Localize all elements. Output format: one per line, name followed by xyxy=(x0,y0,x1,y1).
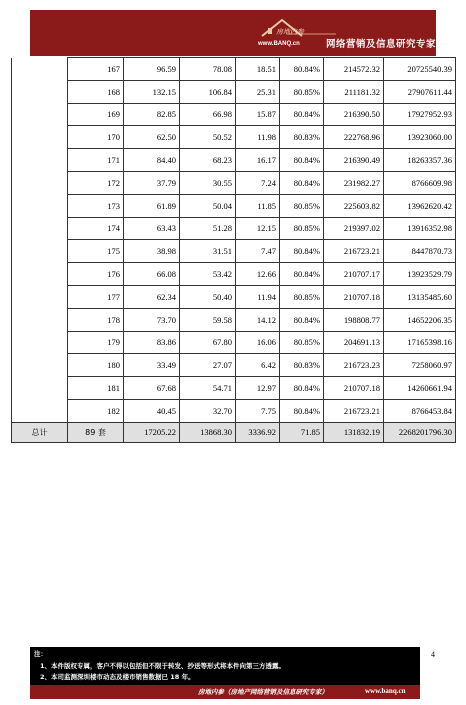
table-cell: 198808.77 xyxy=(324,308,384,331)
table-cell: 13962620.42 xyxy=(384,194,456,217)
total-cell: 13868.30 xyxy=(180,422,236,442)
table-cell: 66.08 xyxy=(124,263,180,286)
table-cell: 7258060.97 xyxy=(384,354,456,377)
table-row xyxy=(12,58,456,81)
table-cell: 80.85% xyxy=(280,217,324,240)
table-cell: 176 xyxy=(68,263,124,286)
table-cell: 53.42 xyxy=(180,263,236,286)
table-cell: 106.84 xyxy=(180,80,236,103)
table-cell: 25.31 xyxy=(236,80,280,103)
table-cell: 216723.21 xyxy=(324,240,384,263)
table-cell: 14.12 xyxy=(236,308,280,331)
table-cell: 16.17 xyxy=(236,149,280,172)
table-cell: 33.49 xyxy=(124,354,180,377)
table-cell: 174 xyxy=(68,217,124,240)
table-row xyxy=(12,377,456,400)
header-title: 网络营销及信息研究专家 xyxy=(326,39,437,50)
table-cell: 169 xyxy=(68,103,124,126)
table-cell: 80.84% xyxy=(280,58,324,81)
total-cell: 2268201796.30 xyxy=(384,422,456,442)
table-cell: 78.08 xyxy=(180,58,236,81)
table-cell: 8766609.98 xyxy=(384,171,456,194)
table-cell: 80.85% xyxy=(280,194,324,217)
table-cell: 216390.49 xyxy=(324,149,384,172)
table-cell: 168 xyxy=(68,80,124,103)
notes-line-1: 1、本件版权专属，客户不得以包括但不限于转发、抄送等形式将本件向第三方透露。 xyxy=(40,661,286,670)
table-cell: 11.98 xyxy=(236,126,280,149)
table-cell: 14260661.94 xyxy=(384,377,456,400)
table-cell: 32.70 xyxy=(180,399,236,422)
table-cell: 38.98 xyxy=(124,240,180,263)
table-row xyxy=(12,217,456,240)
table-cell: 83.86 xyxy=(124,331,180,354)
table-cell: 80.83% xyxy=(280,126,324,149)
table-cell: 80.84% xyxy=(280,308,324,331)
footer-band xyxy=(30,685,420,699)
table-cell: 20725540.39 xyxy=(384,58,456,81)
table-cell: 80.85% xyxy=(280,80,324,103)
table-cell: 80.84% xyxy=(280,240,324,263)
table-cell: 62.34 xyxy=(124,285,180,308)
table-row xyxy=(12,354,456,377)
total-cell: 71.85 xyxy=(280,422,324,442)
table-cell: 175 xyxy=(68,240,124,263)
table-cell: 214572.32 xyxy=(324,58,384,81)
table-cell: 37.79 xyxy=(124,171,180,194)
notes-line-2: 2、本司监测深圳楼市动态及楼市销售数据已 18 年。 xyxy=(40,673,195,681)
table-cell: 27907611.44 xyxy=(384,80,456,103)
table-cell: 179 xyxy=(68,331,124,354)
table-cell: 13135485.60 xyxy=(384,285,456,308)
table-cell: 182 xyxy=(68,399,124,422)
table-cell: 211181.32 xyxy=(324,80,384,103)
table-cell: 210707.18 xyxy=(324,377,384,400)
table-cell: 80.83% xyxy=(280,354,324,377)
table-cell: 82.85 xyxy=(124,103,180,126)
table-cell: 170 xyxy=(68,126,124,149)
table-cell: 167 xyxy=(68,58,124,81)
table-cell: 11.85 xyxy=(236,194,280,217)
table-cell: 18.51 xyxy=(236,58,280,81)
table-cell: 73.70 xyxy=(124,308,180,331)
table-row xyxy=(12,103,456,126)
table-cell: 216723.23 xyxy=(324,354,384,377)
table-cell: 181 xyxy=(68,377,124,400)
table-row xyxy=(12,240,456,263)
table-cell: 30.55 xyxy=(180,171,236,194)
table-row xyxy=(12,285,456,308)
logo-url: www.BANQ.cn xyxy=(258,41,300,47)
table-cell: 171 xyxy=(68,149,124,172)
table-cell: 11.94 xyxy=(236,285,280,308)
table-cell: 13923529.79 xyxy=(384,263,456,286)
table-cell: 62.50 xyxy=(124,126,180,149)
table-cell: 180 xyxy=(68,354,124,377)
table-row xyxy=(12,149,456,172)
table-cell: 80.85% xyxy=(280,285,324,308)
total-cell: 89 套 xyxy=(68,422,124,442)
table-cell: 132.15 xyxy=(124,80,180,103)
table-cell: 63.43 xyxy=(124,217,180,240)
table-cell: 216723.21 xyxy=(324,399,384,422)
table-cell: 177 xyxy=(68,285,124,308)
table-cell: 27.07 xyxy=(180,354,236,377)
table-row xyxy=(12,194,456,217)
table-cell: 12.97 xyxy=(236,377,280,400)
table-cell: 80.84% xyxy=(280,149,324,172)
table-cell: 67.80 xyxy=(180,331,236,354)
table-cell: 54.71 xyxy=(180,377,236,400)
table-cell: 14652206.35 xyxy=(384,308,456,331)
footer-url: www.banq.cn xyxy=(365,687,406,695)
table-row xyxy=(12,308,456,331)
table-row xyxy=(12,171,456,194)
logo-text: 房地内参 xyxy=(276,28,304,36)
table-cell: 80.84% xyxy=(280,399,324,422)
table-cell: 96.59 xyxy=(124,58,180,81)
table-cell: 50.04 xyxy=(180,194,236,217)
table-cell: 178 xyxy=(68,308,124,331)
table-cell: 31.51 xyxy=(180,240,236,263)
table-cell: 204691.13 xyxy=(324,331,384,354)
page-number: 4 xyxy=(431,650,435,659)
footer-text: 房地内参（房地产网络营销及信息研究专家） xyxy=(198,688,328,696)
table-cell: 173 xyxy=(68,194,124,217)
table-cell: 8766453.84 xyxy=(384,399,456,422)
table-cell: 80.84% xyxy=(280,103,324,126)
table-cell: 13916352.98 xyxy=(384,217,456,240)
total-cell: 17205.22 xyxy=(124,422,180,442)
blank-cell xyxy=(12,58,68,423)
table-cell: 67.68 xyxy=(124,377,180,400)
table-cell: 68.23 xyxy=(180,149,236,172)
table-cell: 225603.82 xyxy=(324,194,384,217)
table-cell: 17927952.93 xyxy=(384,103,456,126)
table-cell: 219397.02 xyxy=(324,217,384,240)
table-cell: 7.47 xyxy=(236,240,280,263)
table-cell: 50.52 xyxy=(180,126,236,149)
table-cell: 210707.18 xyxy=(324,285,384,308)
table-cell: 172 xyxy=(68,171,124,194)
table-cell: 80.84% xyxy=(280,377,324,400)
table-cell: 7.24 xyxy=(236,171,280,194)
table-row xyxy=(12,331,456,354)
table-cell: 231982.27 xyxy=(324,171,384,194)
table-cell: 7.75 xyxy=(236,399,280,422)
total-row xyxy=(12,422,456,442)
table-cell: 6.42 xyxy=(236,354,280,377)
total-label: 总计 xyxy=(12,422,68,442)
table-cell: 59.58 xyxy=(180,308,236,331)
table-row xyxy=(12,263,456,286)
table-cell: 222768.96 xyxy=(324,126,384,149)
notes-box xyxy=(30,647,420,685)
table-cell: 15.87 xyxy=(236,103,280,126)
table-cell: 80.84% xyxy=(280,171,324,194)
table-cell: 12.15 xyxy=(236,217,280,240)
table-cell: 40.45 xyxy=(124,399,180,422)
table-cell: 216390.50 xyxy=(324,103,384,126)
table-cell: 12.66 xyxy=(236,263,280,286)
total-cell: 131832.19 xyxy=(324,422,384,442)
table-cell: 18263357.36 xyxy=(384,149,456,172)
table-cell: 80.84% xyxy=(280,263,324,286)
table-cell: 16.06 xyxy=(236,331,280,354)
table-cell: 51.28 xyxy=(180,217,236,240)
data-table xyxy=(11,57,456,443)
table-cell: 13923060.00 xyxy=(384,126,456,149)
table-cell: 210707.17 xyxy=(324,263,384,286)
table-cell: 66.98 xyxy=(180,103,236,126)
table-cell: 17165398.16 xyxy=(384,331,456,354)
total-cell: 3336.92 xyxy=(236,422,280,442)
table-row xyxy=(12,399,456,422)
table-cell: 61.89 xyxy=(124,194,180,217)
table-row xyxy=(12,80,456,103)
table-cell: 50.40 xyxy=(180,285,236,308)
table-cell: 80.85% xyxy=(280,331,324,354)
notes-heading: 注： xyxy=(34,650,47,658)
table-cell: 84.40 xyxy=(124,149,180,172)
table-cell: 8447870.73 xyxy=(384,240,456,263)
table-row xyxy=(12,126,456,149)
